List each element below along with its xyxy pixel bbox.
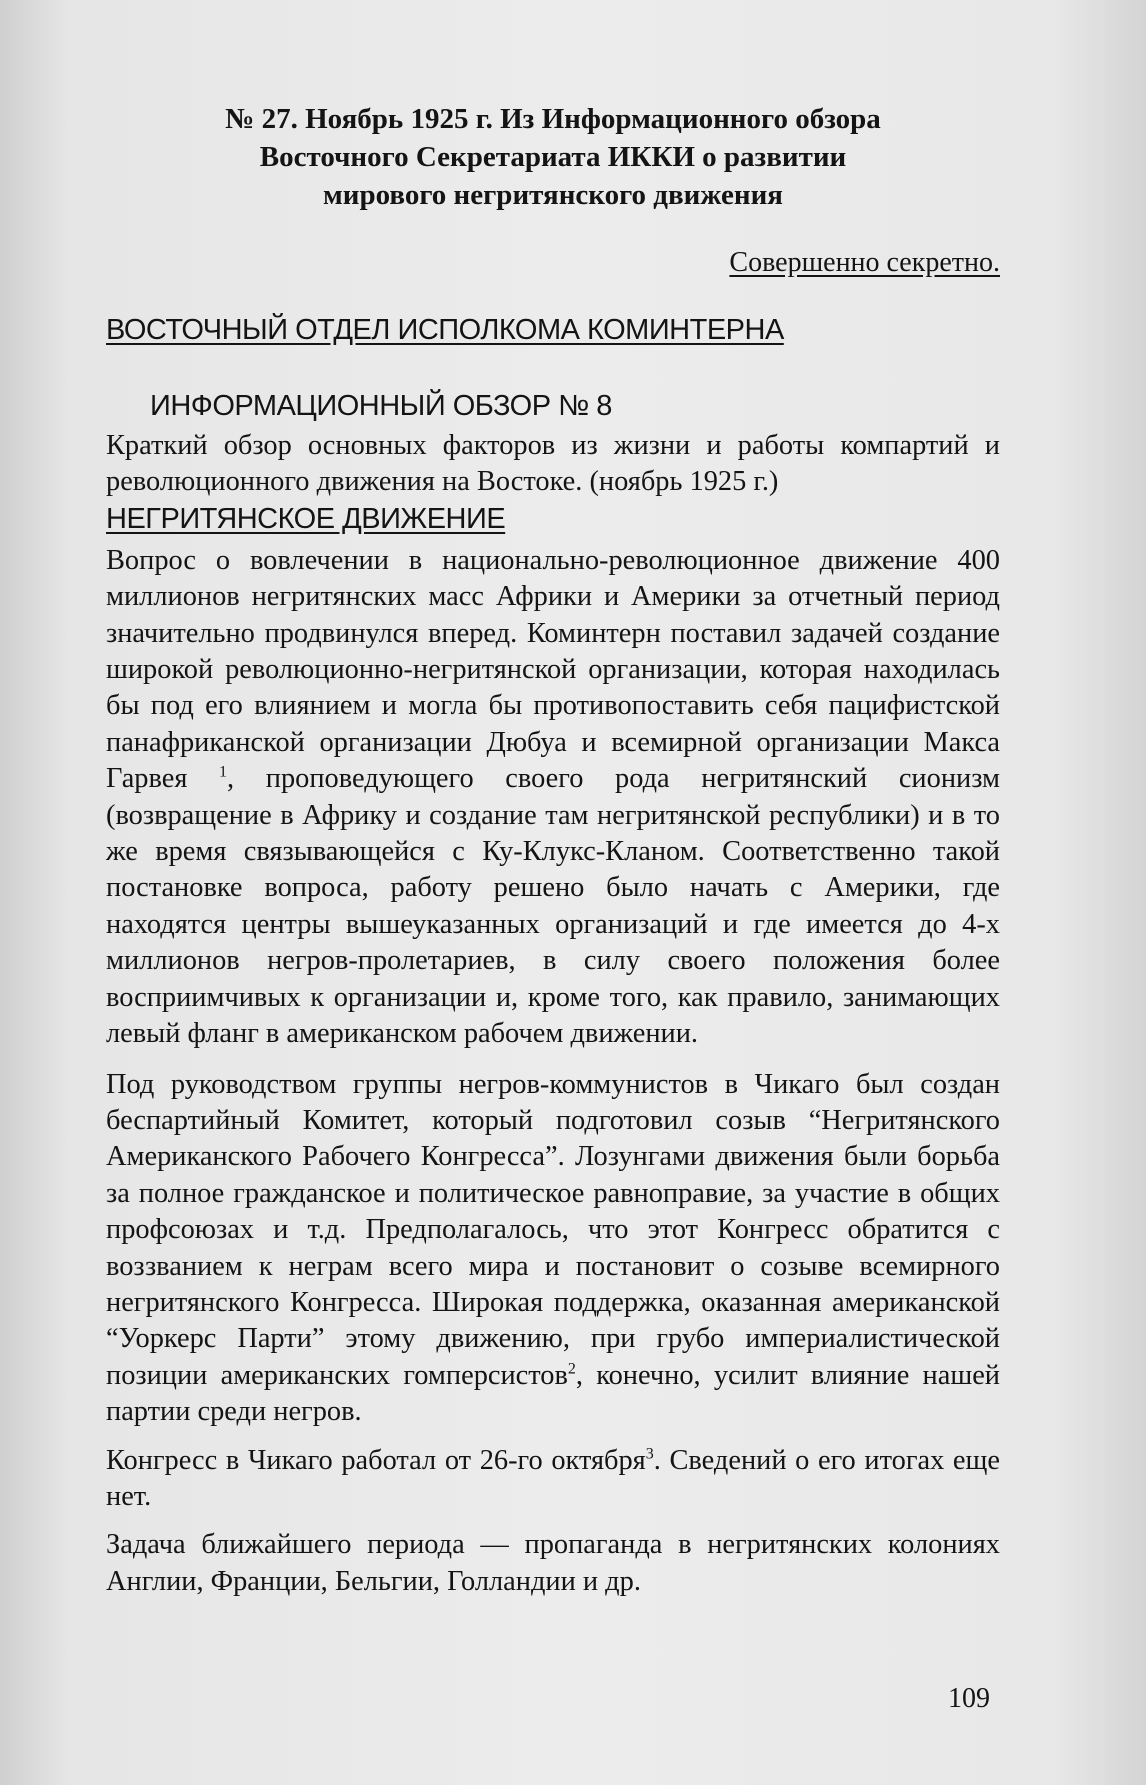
paragraph-3: [106, 1443, 1000, 1516]
title-line-1: № 27. Ноябрь 1925 г. Из Информационного обзора: [225, 103, 881, 135]
paragraph-2-text-a: Под руководством группы негров-коммунистов в Чикаго был создан беспартийный Комитет, который подготовил созыв “Негритянского Американского Рабочего Конгресса”. Лозунгами движения были борьба за полное гражданское и политическое равноправие, за участие в общих профсоюзах и т.д. Предполагалось, что этот Конгресс обратится с воззванием к неграм всего мира и постановит о созыве всемирного негритянского Конгресса. Широкая поддержка, оказанная американской “Уоркерс Парти” этому движению, при грубо империалистической позиции американских гомперсистов: [106, 1068, 1000, 1391]
summary-paragraph: Краткий обзор основных факторов из жизни и работы компартий и революционного движения на Востоке. (ноябрь 1925 г.): [106, 430, 1000, 498]
page-number: 109: [948, 1683, 990, 1714]
paragraph-1: [106, 543, 1000, 1053]
paragraph-4: Задача ближайшего периода — пропаганда в негритянских колониях Англии, Франции, Бельгии, Голландии и др.: [106, 1529, 1000, 1597]
review-title: ИНФОРМАЦИОННЫЙ ОБЗОР № 8: [150, 390, 612, 422]
paragraph-1-text-b: , проповедующего своего рода негритянский сионизм (возвращение в Африку и создание там негритянской республики) и в то же время связывающейся с Ку-Клукс-Кланом. Соответственно такой постановке вопроса, работу решено было начать с Америки, где находятся центры вышеуказанных организаций и где имеется до 4-х миллионов негров-пролетариев, в силу своего положения более восприимчивых к организации и, кроме того, как правило, занимающих левый фланг в американском рабочем движении.: [106, 763, 1000, 1050]
text-column: [106, 100, 1000, 1600]
title-line-3: мирового негритянского движения: [323, 179, 783, 211]
paragraph-2-text-b: , конечно, усилит влияние нашей партии среди негров.: [106, 1359, 1000, 1428]
paragraph-1-text-a: Вопрос о вовлечении в национально-революционное движение 400 миллионов негритянских масс Африки и Америки за отчетный период значительно продвинулся вперед. Коминтерн поставил задачей создание широкой революционно-негритянской организации, которая находилась бы под его влиянием и могла бы противопоставить себя пацифистской панафриканской организации Дюбуа и всемирной организации Макса Гарвея: [106, 544, 1000, 795]
document-title: [106, 100, 1000, 214]
paragraph-3-text-b: . Сведений о его итогах еще нет.: [106, 1444, 1000, 1512]
subsection-heading: [106, 501, 1000, 537]
footnote-marker-3: 3: [645, 1445, 654, 1463]
subsection-text: НЕГРИТЯНСКОЕ ДВИЖЕНИЕ: [106, 502, 506, 535]
title-line-2: Восточного Секретариата ИККИ о развитии: [259, 141, 847, 173]
paragraph-3-text-a: Конгресс в Чикаго работал от 26-го октября: [106, 1444, 646, 1476]
paragraph-2: [106, 1067, 1000, 1431]
footnote-marker-2: 2: [567, 1360, 576, 1378]
department-text: ВОСТОЧНЫЙ ОТДЕЛ ИСПОЛКОМА КОМИНТЕРНА: [106, 314, 784, 346]
footnote-marker-1: 1: [219, 763, 228, 781]
classification-mark: [106, 246, 1000, 280]
classification-text: Совершенно секретно.: [729, 247, 1000, 278]
department-heading: [106, 312, 1000, 348]
